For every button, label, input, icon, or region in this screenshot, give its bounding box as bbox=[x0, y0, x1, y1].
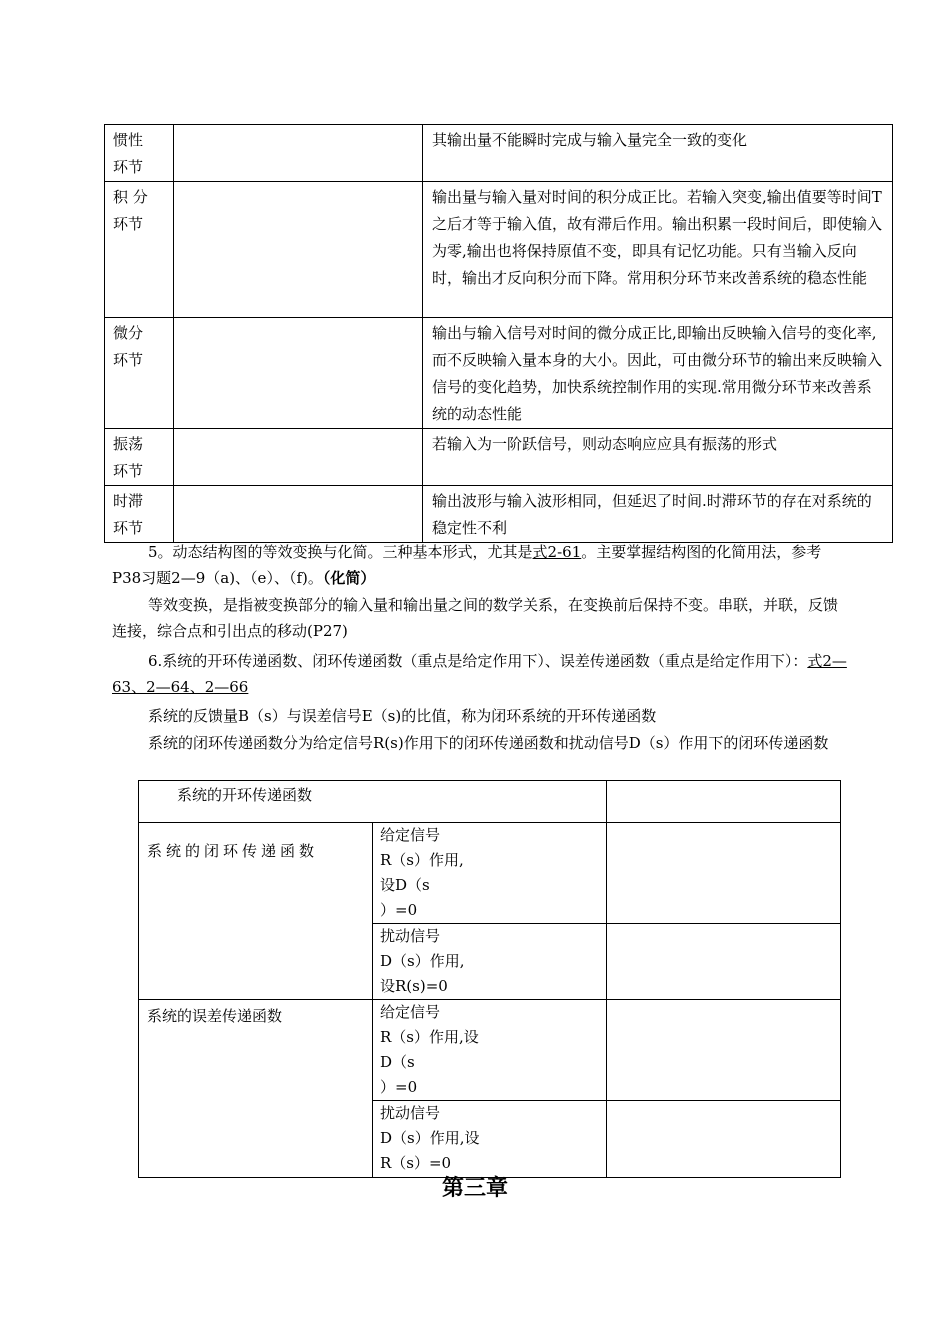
open-loop-header-cell bbox=[139, 781, 607, 823]
link-name: 微分 环节 bbox=[113, 324, 144, 369]
formula-cell bbox=[607, 823, 841, 924]
error-label-cell bbox=[139, 1000, 373, 1178]
condition-text: 扰动信号 D（s）作用,设 R（s）=0 bbox=[380, 1104, 480, 1172]
table-row bbox=[139, 823, 841, 924]
condition-cell bbox=[373, 823, 607, 924]
text: 。主要掌握结构图的化简用法，参考P38习题2—9（a)、（e）、（f)。 bbox=[112, 543, 822, 587]
closed-loop-label-cell bbox=[139, 823, 373, 1000]
link-desc-cell bbox=[423, 429, 893, 486]
link-desc-cell bbox=[423, 486, 893, 543]
condition-cell bbox=[373, 924, 607, 1000]
paragraph-closed-loop-definition: 系统的闭环传递函数分为给定信号R(s)作用下的闭环传递函数和扰动信号D（s）作用下的闭环传递函数 bbox=[148, 734, 829, 752]
equation-reference: 式2—63、2—64、2—66 bbox=[112, 652, 847, 696]
formula-cell bbox=[174, 182, 423, 318]
link-desc: 输出量与输入量对时间的积分成正比。若输入突变,输出值要等时间T之后才等于输入值，故有滞后作用。输出积累一段时间后，即使输入为零,输出也将保持原值不变，即具有记忆功能。只有当输入反向时，输出才反向积分而下降。常用积分环节来改善系统的稳态性能 bbox=[432, 188, 883, 287]
error-label: 系统的误差传递函数 bbox=[147, 1007, 283, 1025]
table-row bbox=[105, 318, 893, 429]
link-name: 积 分 环节 bbox=[113, 188, 148, 233]
link-name-cell bbox=[105, 429, 174, 486]
link-name: 惯性 环节 bbox=[113, 131, 144, 176]
condition-text: 给定信号 R（s）作用,设 D（s ）=0 bbox=[380, 1003, 479, 1096]
text: 6.系统的开环传递函数、闭环传递函数（重点是给定作用下）、误差传递函数（重点是给定作用下）： bbox=[148, 652, 808, 670]
chapter-title: 第三章 bbox=[441, 1176, 508, 1201]
table-row bbox=[105, 486, 893, 543]
link-desc: 输出与输入信号对时间的微分成正比,即输出反映输入信号的变化率,而不反映输入量本身的大小。因此，可由微分环节的输出来反映输入信号的变化趋势，加快系统控制作用的实现.常用微分环节来改善系统的动态性能 bbox=[432, 324, 883, 423]
condition-cell bbox=[373, 1000, 607, 1101]
closed-loop-label: 系统的闭环传递函数 bbox=[147, 842, 319, 860]
condition-cell bbox=[373, 1101, 607, 1178]
formula-cell bbox=[607, 1000, 841, 1101]
table-row bbox=[139, 781, 841, 823]
formula-cell bbox=[174, 486, 423, 543]
formula-cell bbox=[174, 125, 423, 182]
link-desc-cell bbox=[423, 182, 893, 318]
formula-cell bbox=[607, 924, 841, 1000]
formula-cell bbox=[174, 318, 423, 429]
link-name: 振荡 环节 bbox=[113, 435, 144, 480]
formula-cell bbox=[607, 1101, 841, 1178]
link-desc: 输出波形与输入波形相同，但延迟了时间.时滞环节的存在对系统的稳定性不利 bbox=[432, 492, 872, 537]
link-desc-cell bbox=[423, 318, 893, 429]
formula-cell bbox=[174, 429, 423, 486]
table-row bbox=[139, 1000, 841, 1101]
equation-reference: 式2-61 bbox=[532, 543, 582, 561]
paragraph-transfer-functions bbox=[112, 648, 852, 700]
formula-cell bbox=[607, 781, 841, 823]
link-name-cell bbox=[105, 182, 174, 318]
condition-text: 扰动信号 D（s）作用, 设R(s)=0 bbox=[380, 927, 465, 995]
paragraph-open-loop-definition: 系统的反馈量B（s）与误差信号E（s)的比值，称为闭环系统的开环传递函数 bbox=[148, 707, 657, 725]
table-row bbox=[105, 429, 893, 486]
link-desc: 其输出量不能瞬时完成与输入量完全一致的变化 bbox=[432, 131, 748, 149]
open-loop-label: 系统的开环传递函数 bbox=[177, 786, 313, 804]
link-name-cell bbox=[105, 486, 174, 543]
condition-text: 给定信号 R（s）作用, 设D（s ）=0 bbox=[380, 826, 464, 919]
transfer-function-table bbox=[138, 780, 841, 1178]
link-desc: 若输入为一阶跃信号，则动态响应应具有振荡的形式 bbox=[432, 435, 778, 453]
link-name-cell bbox=[105, 125, 174, 182]
link-desc-cell bbox=[423, 125, 893, 182]
text: 5。动态结构图的等效变换与化简。三种基本形式，尤其是 bbox=[148, 543, 533, 561]
table-row bbox=[105, 182, 893, 318]
paragraph-equivalent-transform: 等效变换，是指被变换部分的输入量和输出量之间的数学关系，在变换前后保持不变。串联，并联，反馈连接，综合点和引出点的移动(P27) bbox=[112, 596, 839, 640]
bold-note: （化简） bbox=[322, 569, 376, 587]
link-name-cell bbox=[105, 318, 174, 429]
link-types-table bbox=[104, 124, 893, 543]
table-row bbox=[105, 125, 893, 182]
paragraph-structure-diagram bbox=[112, 539, 842, 591]
link-name: 时滞 环节 bbox=[113, 492, 144, 537]
